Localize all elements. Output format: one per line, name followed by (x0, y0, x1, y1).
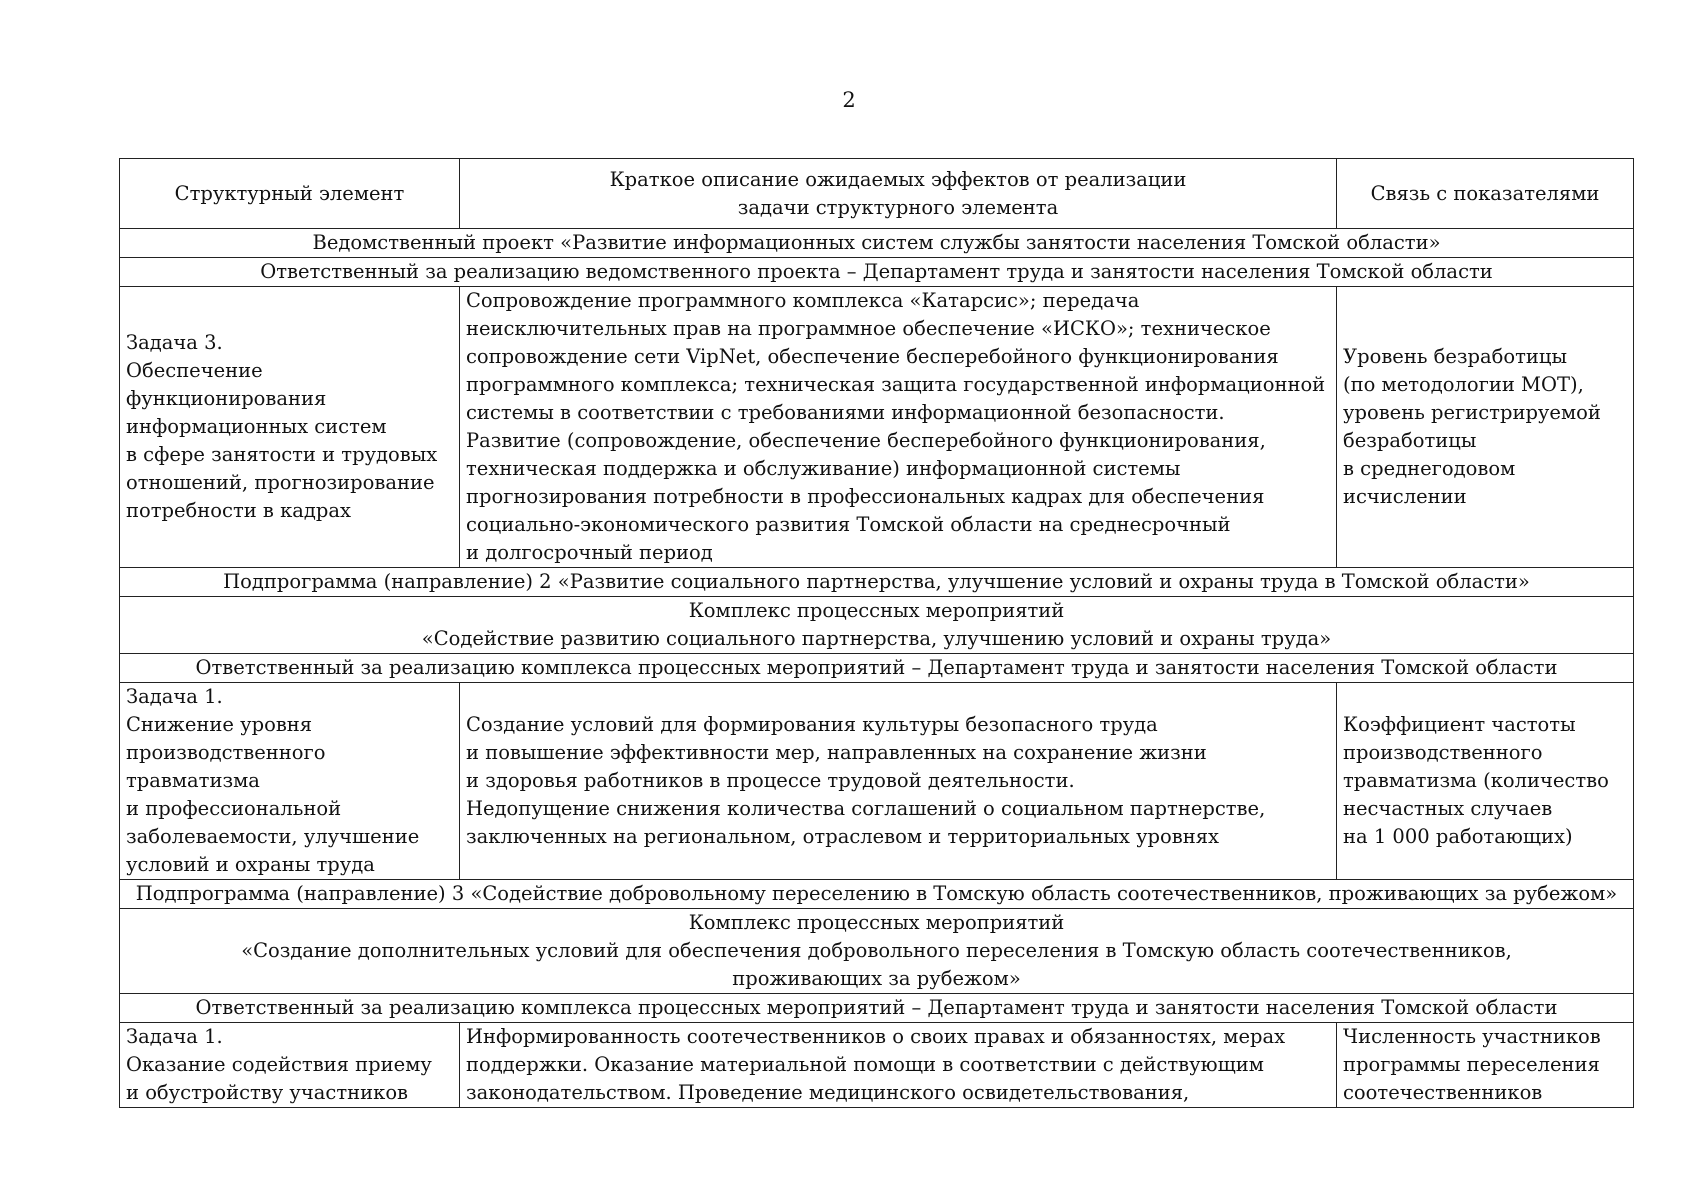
cell-line: и здоровья работников в процессе трудовой деятельности. (466, 769, 1075, 792)
cell-line: сопровождение сети VipNet, обеспечение бесперебойного функционирования (466, 345, 1279, 368)
cell-line: Численность участников (1343, 1025, 1601, 1048)
task3-effects (460, 287, 1337, 568)
cell-line: травматизма (126, 769, 260, 792)
subprogram2-title: Подпрограмма (направление) 2 «Развитие социального партнерства, улучшение условий и охраны труда в Томской области» (120, 568, 1634, 597)
cell-line: функционирования (126, 387, 327, 410)
cell-line: программы переселения (1343, 1053, 1600, 1076)
cell-line: Сопровождение программного комплекса «Катарсис»; передача (466, 289, 1140, 312)
cell-line: исчислении (1343, 485, 1467, 508)
cell-line: травматизма (количество (1343, 769, 1609, 792)
complex3-title (120, 909, 1634, 994)
task1a-indicators (1337, 683, 1634, 880)
cell-line: Задача 3. (126, 331, 223, 354)
cell-line: Недопущение снижения количества соглашений о социальном партнерстве, (466, 797, 1266, 820)
complex2-title (120, 597, 1634, 654)
cell-line: отношений, прогнозирование (126, 471, 435, 494)
project-title-row (120, 229, 1634, 258)
cell-line: на 1 000 работающих) (1343, 825, 1573, 848)
complex3-responsible: Ответственный за реализацию комплекса процессных мероприятий – Департамент труда и занятости населения Томской области (120, 994, 1634, 1023)
cell-line: производственного (1343, 741, 1543, 764)
task1b-element (120, 1023, 460, 1108)
cell-line: в среднегодовом (1343, 457, 1516, 480)
table-row-task3 (120, 287, 1634, 568)
header-structural-element: Структурный элемент (120, 159, 460, 229)
table-row-task1b (120, 1023, 1634, 1108)
cell-line: заключенных на региональном, отраслевом и территориальных уровнях (466, 825, 1220, 848)
table-header-row (120, 159, 1634, 229)
page-number: 2 (842, 88, 856, 112)
cell-line: прогнозирования потребности в профессиональных кадрах для обеспечения (466, 485, 1265, 508)
project-title: Ведомственный проект «Развитие информационных систем службы занятости населения Томской области» (120, 229, 1634, 258)
cell-line: и долгосрочный период (466, 541, 713, 564)
cell-line: безработицы (1343, 429, 1477, 452)
cell-line: Информированность соотечественников о своих правах и обязанностях, мерах (466, 1025, 1286, 1048)
cell-line: Развитие (сопровождение, обеспечение бесперебойного функционирования, (466, 429, 1266, 452)
cell-line: Задача 1. (126, 685, 223, 708)
cell-line: «Создание дополнительных условий для обеспечения добровольного переселения в Томскую область соотечественников, (241, 939, 1512, 962)
subprogram2-row (120, 568, 1634, 597)
cell-line: производственного (126, 741, 326, 764)
task1a-element (120, 683, 460, 880)
subprogram3-title: Подпрограмма (направление) 3 «Содействие добровольному переселению в Томскую область соотечественников, проживающих за рубежом» (120, 880, 1634, 909)
complex2-responsible: Ответственный за реализацию комплекса процессных мероприятий – Департамент труда и занятости населения Томской области (120, 654, 1634, 683)
cell-line: Создание условий для формирования культуры безопасного труда (466, 713, 1158, 736)
cell-line: проживающих за рубежом» (732, 967, 1021, 990)
cell-line: уровень регистрируемой (1343, 401, 1601, 424)
cell-line: Комплекс процессных мероприятий (688, 599, 1065, 622)
complex3-responsible-row (120, 994, 1634, 1023)
cell-line: Оказание содействия приему (126, 1053, 432, 1076)
cell-line: информационных систем (126, 415, 387, 438)
subprogram3-row (120, 880, 1634, 909)
cell-line: в сфере занятости и трудовых (126, 443, 438, 466)
structure-table (119, 158, 1634, 1108)
table-row-task1a (120, 683, 1634, 880)
complex2-row (120, 597, 1634, 654)
complex3-row (120, 909, 1634, 994)
cell-line: техническая поддержка и обслуживание) информационной системы (466, 457, 1181, 480)
task1b-effects (460, 1023, 1337, 1108)
cell-line: соотечественников (1343, 1081, 1543, 1104)
cell-line: несчастных случаев (1343, 797, 1553, 820)
cell-line: потребности в кадрах (126, 499, 352, 522)
cell-line: поддержки. Оказание материальной помощи в соответствии с действующим (466, 1053, 1264, 1076)
cell-line: неисключительных прав на программное обеспечение «ИСКО»; техническое (466, 317, 1271, 340)
cell-line: программного комплекса; техническая защита государственной информационной (466, 373, 1326, 396)
cell-line: (по методологии МОТ), (1343, 373, 1584, 396)
cell-line: и обустройству участников (126, 1081, 409, 1104)
cell-line: заболеваемости, улучшение (126, 825, 420, 848)
task1b-indicators (1337, 1023, 1634, 1108)
cell-line: Задача 1. (126, 1025, 223, 1048)
project-responsible-row (120, 258, 1634, 287)
header-effects-line: задачи структурного элемента (737, 195, 1059, 219)
header-indicators: Связь с показателями (1337, 159, 1634, 229)
task3-element (120, 287, 460, 568)
cell-line: законодательством. Проведение медицинского освидетельствования, (466, 1081, 1190, 1104)
cell-line: Снижение уровня (126, 713, 313, 736)
cell-line: Уровень безработицы (1343, 345, 1567, 368)
task1a-effects (460, 683, 1337, 880)
cell-line: «Содействие развитию социального партнерства, улучшению условий и охраны труда» (421, 627, 1332, 650)
cell-line: и профессиональной (126, 797, 342, 820)
header-effects-description (460, 159, 1337, 229)
cell-line: системы в соответствии с требованиями информационной безопасности. (466, 401, 1225, 424)
header-effects-line: Краткое описание ожидаемых эффектов от реализации (609, 167, 1187, 191)
cell-line: и повышение эффективности мер, направленных на сохранение жизни (466, 741, 1207, 764)
complex2-responsible-row (120, 654, 1634, 683)
cell-line: Обеспечение (126, 359, 263, 382)
cell-line: условий и охраны труда (126, 853, 375, 876)
project-responsible: Ответственный за реализацию ведомственного проекта – Департамент труда и занятости населения Томской области (120, 258, 1634, 287)
task3-indicators (1337, 287, 1634, 568)
cell-line: социально-экономического развития Томской области на среднесрочный (466, 513, 1231, 536)
cell-line: Коэффициент частоты (1343, 713, 1576, 736)
cell-line: Комплекс процессных мероприятий (688, 911, 1065, 934)
